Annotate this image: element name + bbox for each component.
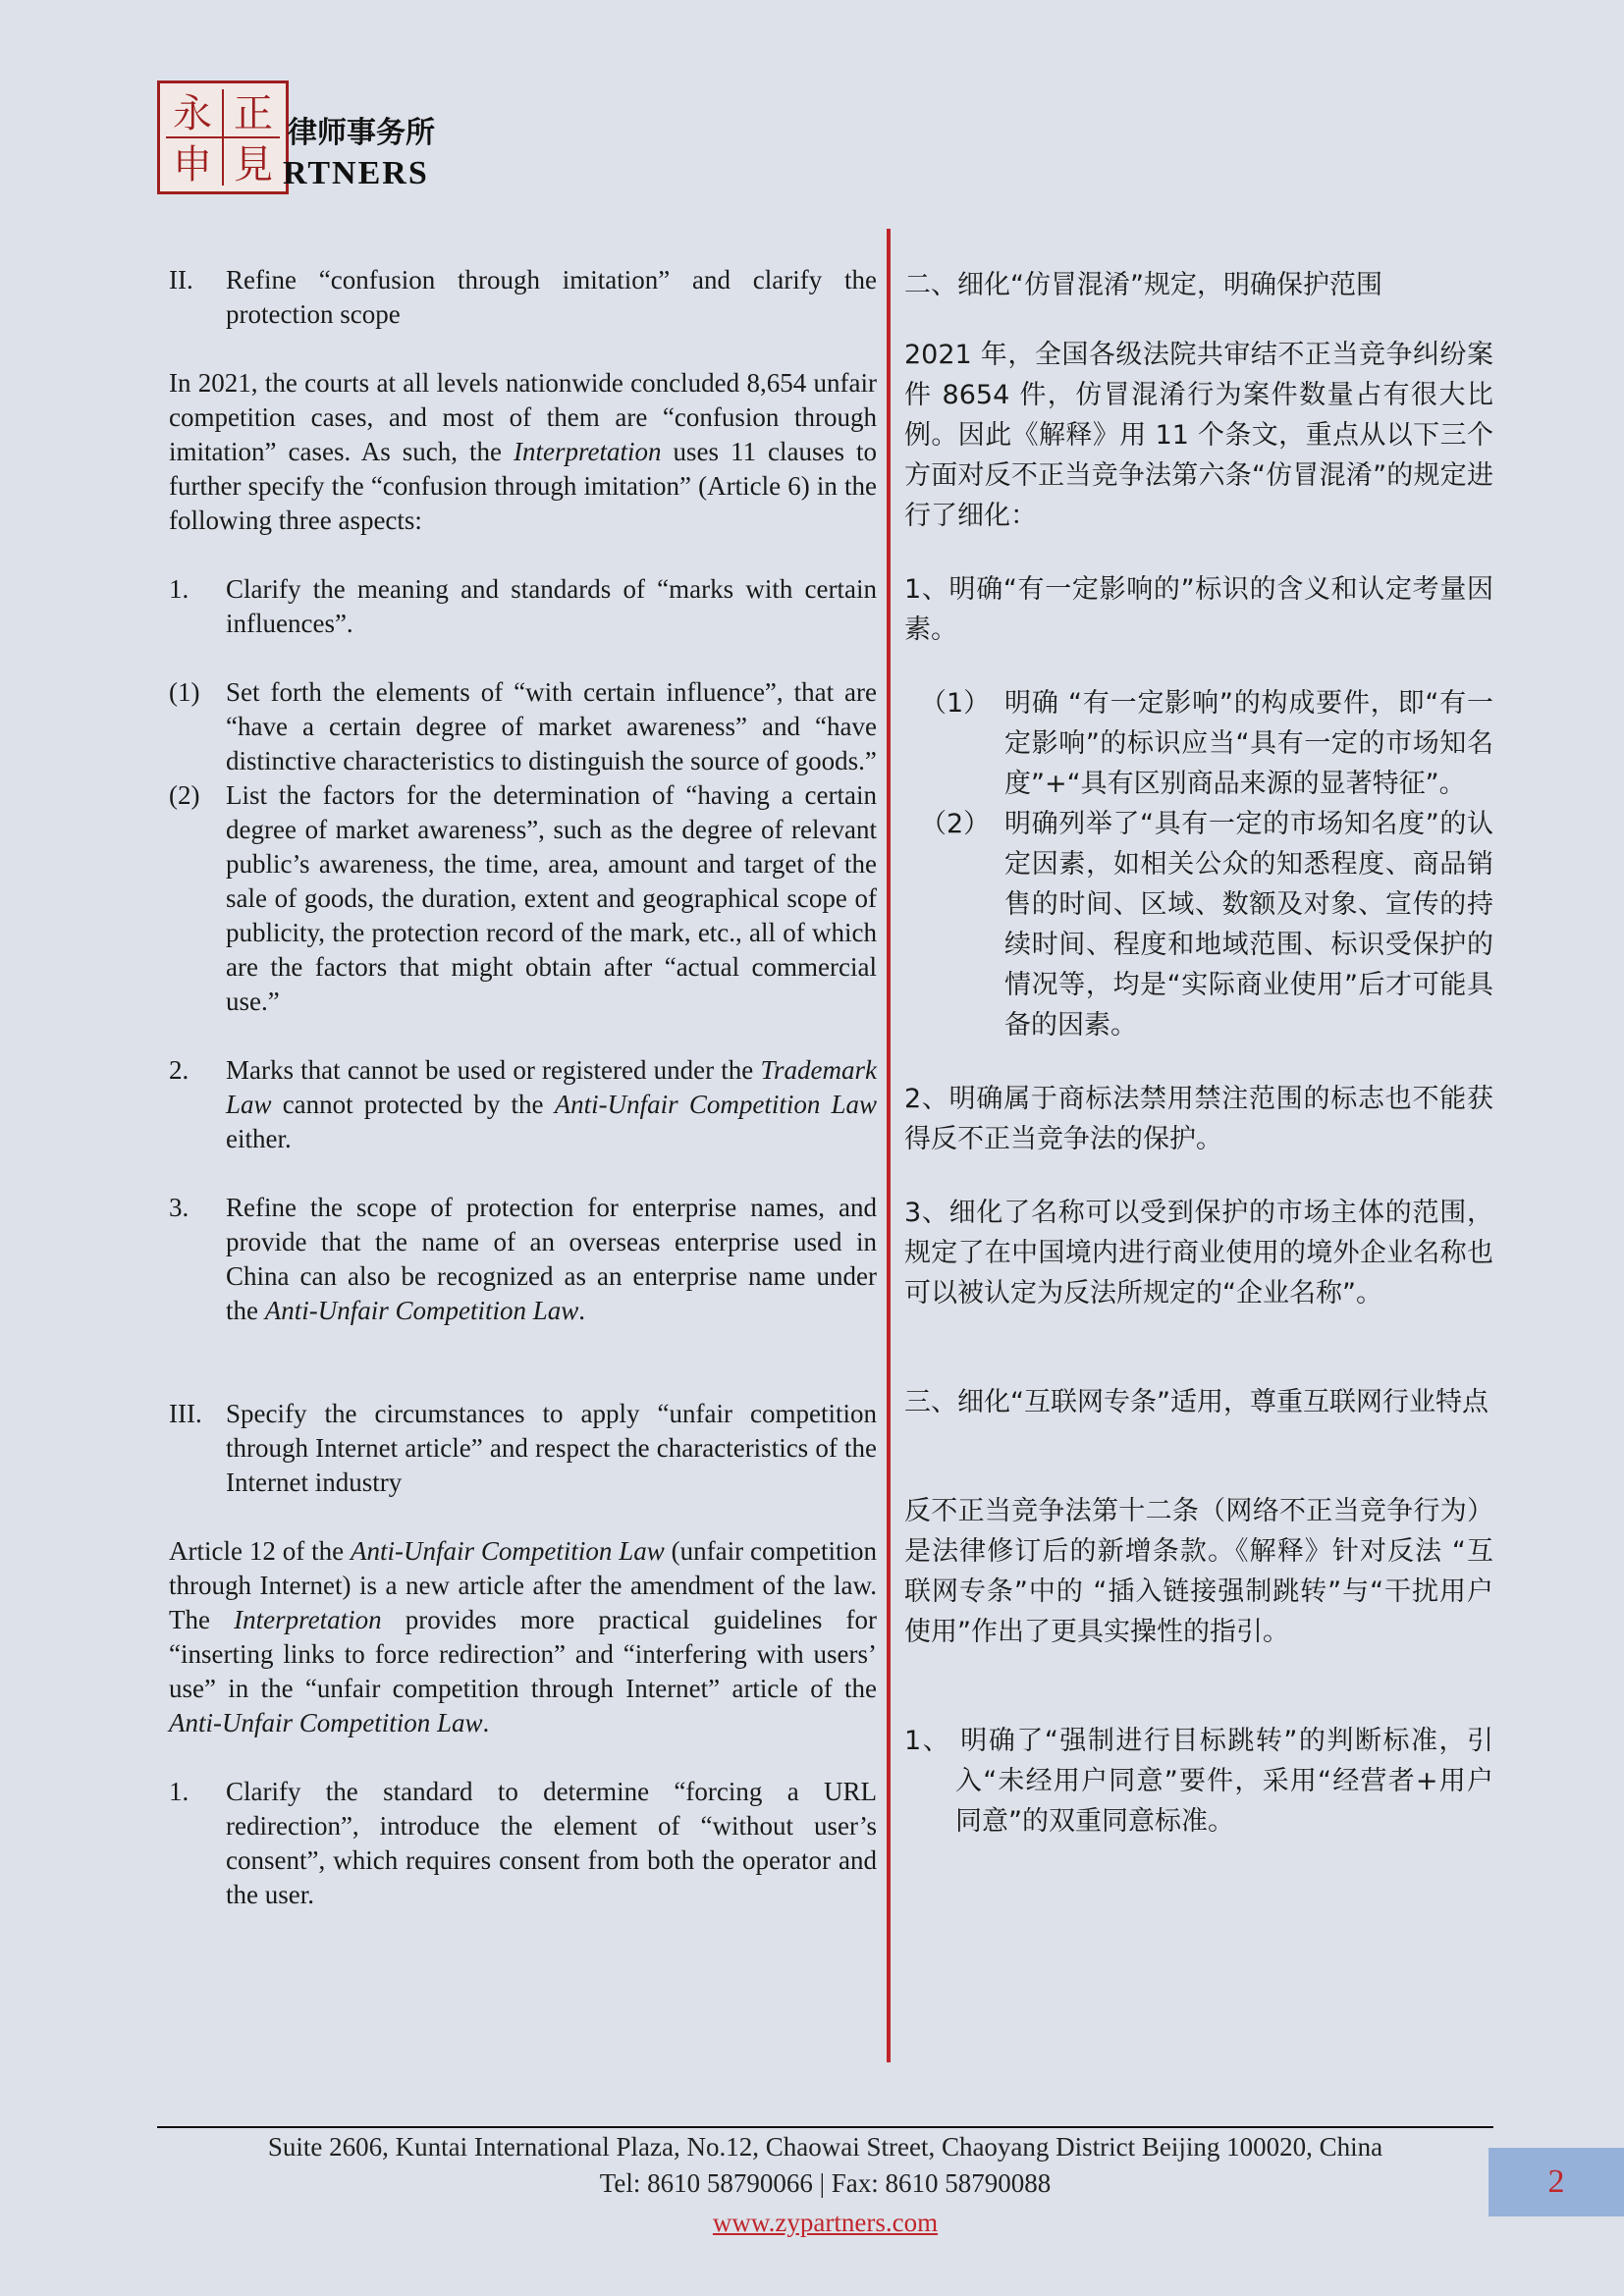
footer-rule: [157, 2126, 1493, 2128]
section-2-title-cn: 二、细化“仿冒混淆”规定，明确保护范围: [904, 270, 1382, 300]
footer-website-link[interactable]: www.zypartners.com: [712, 2208, 939, 2237]
section-number: II.: [169, 265, 193, 294]
firm-name-cn: 律师事务所: [288, 116, 435, 150]
list-number: 1.: [169, 1777, 189, 1806]
text-italic: Interpretation: [234, 1605, 382, 1634]
seal-char: 永: [173, 91, 212, 136]
seal-char: 申: [173, 142, 212, 187]
section-3-title-cn: 三、细化“互联网专条”适用，尊重互联网行业特点: [904, 1387, 1489, 1417]
text: In 2021, the courts at all levels nationwide concluded 8,654 unfair competition cases, and most of them are “confusion through imitation” cases. As such, the: [169, 368, 877, 466]
list-item: [169, 1191, 877, 1328]
list-number: (2): [169, 780, 200, 810]
list-item: [169, 1053, 877, 1156]
section-2-paragraph: [169, 366, 877, 538]
list-item-cn: 2、明确属于商标法禁用禁注范围的标志也不能获得反不正当竞争法的保护。: [904, 1084, 1493, 1154]
section-3-paragraph: [169, 1534, 877, 1740]
list-text: Set forth the elements of “with certain influence”, that are “have a certain degree of market awareness” and “have distinctive characteristics to distinguish the source of goods.”: [226, 677, 877, 775]
text: Refine the scope of protection for enterprise names, and provide that the name of an overseas enterprise used in China can also be recognized as an enterprise name under the: [226, 1193, 877, 1325]
list-number: 2.: [169, 1055, 189, 1085]
list-text: 明确 “有一定影响”的构成要件，即“有一定影响”的标识应当“具有一定的市场知名度”+“具有区别商品来源的显著特征”。: [1004, 688, 1493, 799]
text: Article 12 of the: [169, 1536, 345, 1566]
list-text: Clarify the standard to determine “forcing a URL redirection”, introduce the element of “without user’s consent”, which requires consent from both the operator and the user.: [226, 1777, 877, 1909]
text-italic: Anti-Unfair Competition Law: [264, 1296, 579, 1325]
list-text: [226, 1053, 877, 1156]
list-text: 明确列举了“具有一定的市场知名度”的认定因素，如相关公众的知悉程度、商品销售的时间、区域、数额及对象、宣传的持续时间、程度和地域范围、标识受保护的情况等，均是“实际商业使用”后才可能具备的因素。: [1004, 809, 1493, 1041]
seal-graphic: [160, 83, 286, 191]
text: either.: [226, 1124, 292, 1153]
section-number: III.: [169, 1399, 202, 1428]
sub-item-cn: [904, 683, 1493, 804]
list-item: [169, 572, 877, 641]
column-divider: [887, 229, 891, 2062]
list-text: Clarify the meaning and standards of “marks with certain influences”.: [226, 574, 877, 638]
english-column: [169, 263, 877, 1912]
section-title: Refine “confusion through imitation” and clarify the protection scope: [226, 265, 877, 329]
section-3-heading: [169, 1397, 877, 1500]
list-item-cn: 3、细化了名称可以受到保护的市场主体的范围，规定了在中国境内进行商业使用的境外企业名称也可以被认定为反法所规定的“企业名称”。: [904, 1198, 1493, 1308]
sub-item-cn: [904, 804, 1493, 1045]
section-title: Specify the circumstances to apply “unfair competition through Internet article” and respect the characteristics of the Internet industry: [226, 1399, 877, 1497]
text-italic: Anti-Unfair Competition Law: [554, 1090, 877, 1119]
text: Marks that cannot be used or registered under the: [226, 1055, 754, 1085]
list-item: [169, 1775, 877, 1912]
text: provides more practical guidelines for “inserting links to force redirection” and “interfering with users’ use” in the “unfair competition through Internet” article of the: [169, 1605, 878, 1703]
seal-char: 見: [234, 142, 273, 187]
list-number: 1.: [169, 574, 189, 604]
list-number: （2）: [920, 809, 991, 839]
text-italic: Anti-Unfair Competition Law: [169, 1708, 483, 1737]
text-italic: Anti-Unfair Competition Law: [350, 1536, 665, 1566]
firm-name-en: RTNERS: [283, 155, 429, 191]
text-italic: Interpretation: [514, 437, 662, 466]
seal-char: 正: [234, 91, 273, 136]
text: .: [578, 1296, 586, 1325]
page-number: 2: [1489, 2148, 1624, 2216]
list-number: 3.: [169, 1193, 189, 1222]
text: uses 11 clauses to further specify the “confusion through imitation” (Article 6) in the following three aspects:: [169, 437, 878, 535]
footer-contact: Tel: 8610 58790066 | Fax: 8610 58790088: [599, 2168, 1052, 2198]
list-item-cn: 1、 明确了“强制进行目标跳转”的判断标准，引入“未经用户同意”要件，采用“经营者+用户同意”的双重同意标准。: [904, 1726, 1493, 1837]
list-item-cn: 1、明确“有一定影响的”标识的含义和认定考量因素。: [904, 574, 1493, 645]
list-number: （1）: [920, 688, 991, 719]
text: cannot protected by the: [282, 1090, 544, 1119]
list-number: (1): [169, 677, 200, 707]
text-italic: Trademark Law: [226, 1055, 877, 1119]
logo-seal: [157, 80, 289, 194]
section-3-paragraph-cn: 反不正当竞争法第十二条（网络不正当竞争行为）是法律修订后的新增条款。《解释》针对反法 “互联网专条”中的 “插入链接强制跳转”与“干扰用户使用”作出了更具实操性的指引。: [904, 1496, 1493, 1647]
list-item: [169, 778, 877, 1019]
section-2-heading: [169, 263, 877, 332]
list-text: [226, 1191, 877, 1328]
chinese-column: [904, 265, 1493, 1842]
text: .: [482, 1708, 490, 1737]
list-text: List the factors for the determination of “having a certain degree of market awareness”, such as the degree of relevant public’s awareness, the time, area, amount and target of the sale of goods, the duration, extent and geographical scope of publicity, the protection record of the mark, etc., all of which are the factors that might obtain after “actual commercial use.”: [226, 780, 877, 1016]
list-item: [169, 675, 877, 778]
footer-address: Suite 2606, Kuntai International Plaza, No.12, Chaowai Street, Chaoyang District Beijing 100020, China: [267, 2132, 1383, 2162]
text: (unfair competition through Internet) is a new article after the amendment of the law. The: [169, 1536, 877, 1634]
section-2-paragraph-cn: 2021 年，全国各级法院共审结不正当竞争纠纷案件 8654 件，仿冒混淆行为案件数量占有很大比例。因此《解释》用 11 个条文，重点从以下三个方面对反不正当竞争法第六条“仿冒混淆”的规定进行了细化：: [904, 340, 1493, 531]
